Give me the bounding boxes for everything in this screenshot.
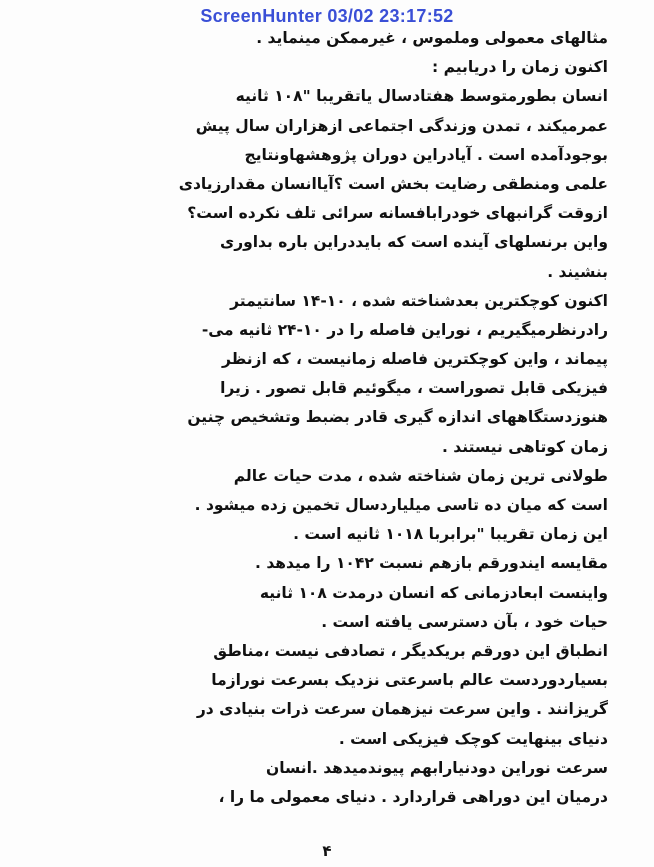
text-line: اکنون کوچکترین بعدشناخته شده ، ۱۰-۱۴ سانتیمتر bbox=[230, 291, 608, 310]
text-line: رادرنظرمیگیریم ، نوراین فاصله را در ۱۰-۲۴ ثانیه می- bbox=[201, 320, 608, 339]
text-line: هنوزدستگاههای اندازه گیری قادر بضبط وتشخیص چنین bbox=[187, 408, 608, 427]
text-line: است که میان ده تاسی میلیاردسال تخمین زده میشود . bbox=[194, 496, 608, 514]
page-number: ۴ bbox=[322, 842, 332, 860]
screenhunter-watermark: ScreenHunter 03/02 23:17:52 bbox=[200, 6, 454, 26]
text-line: زمان کوتاهی نیستند . bbox=[442, 437, 608, 456]
text-line: سرعت نوراین دودنیارابهم پیوندمیدهد .انسان bbox=[265, 758, 608, 777]
text-line: واین برنسلهای آینده است که بایددراین باره بداوری bbox=[219, 233, 608, 252]
text-line: انطباق این دورقم بریکدیگر ، تصادفی نیست ،مناطق bbox=[213, 641, 608, 660]
text-line: انسان بطورمتوسط هفتادسال یاتقریبا "۱۰۸ ثانیه bbox=[235, 87, 608, 106]
text-line: عمرمیکند ، تمدن وزندگی اجتماعی ازهزاران سال پیش bbox=[195, 116, 608, 135]
text-line: مثالهای معمولی وملموس ، غیرممکن مینماید . bbox=[256, 29, 608, 47]
text-line: حیات خود ، بآن دسترسی یافته است . bbox=[321, 612, 608, 631]
text-line: واینست ابعادزمانی که انسان درمدت ۱۰۸ ثانیه bbox=[259, 583, 608, 602]
text-line: دنیای بینهایت کوچک فیزیکی است . bbox=[338, 729, 608, 748]
text-line: مقایسه ایندورقم بازهم نسبت ۱۰۴۲ را میدهد . bbox=[255, 554, 608, 573]
text-line: این زمان تقریبا "برابربا ۱۰۱۸ ثانیه است . bbox=[293, 525, 608, 544]
text-line: فیزیکی قابل تصوراست ، میگوئیم قابل تصور . زیرا bbox=[220, 379, 608, 398]
text-line: بوجودآمده است . آیادراین دوران پژوهشهاونتایج bbox=[244, 145, 608, 164]
text-line: بسیاردوردست عالم باسرعتی نزدیک بسرعت نورازما bbox=[211, 671, 608, 690]
text-line: پیماند ، واین کوچکترین فاصله زمانیست ، که ازنظر bbox=[221, 350, 608, 369]
text-line: درمیان این دوراهی قراردارد . دنیای معمولی ما را ، bbox=[218, 787, 608, 806]
text-line: بنشیند . bbox=[547, 262, 608, 281]
text-line: گریزانند . واین سرعت نیزهمان سرعت ذرات بنیادی در bbox=[196, 700, 608, 719]
body-text bbox=[88, 24, 608, 812]
text-line: علمی ومنطقی رضایت بخش است ؟آیاانسان مقدارزیادی bbox=[178, 174, 608, 193]
text-line: اکنون زمان را دریابیم : bbox=[431, 58, 608, 77]
text-line: طولانی ترین زمان شناخته شده ، مدت حیات عالم bbox=[233, 466, 608, 485]
text-line: ازوقت گرانبهای خودرابافسانه سرائی تلف نکرده است؟ bbox=[187, 204, 608, 223]
